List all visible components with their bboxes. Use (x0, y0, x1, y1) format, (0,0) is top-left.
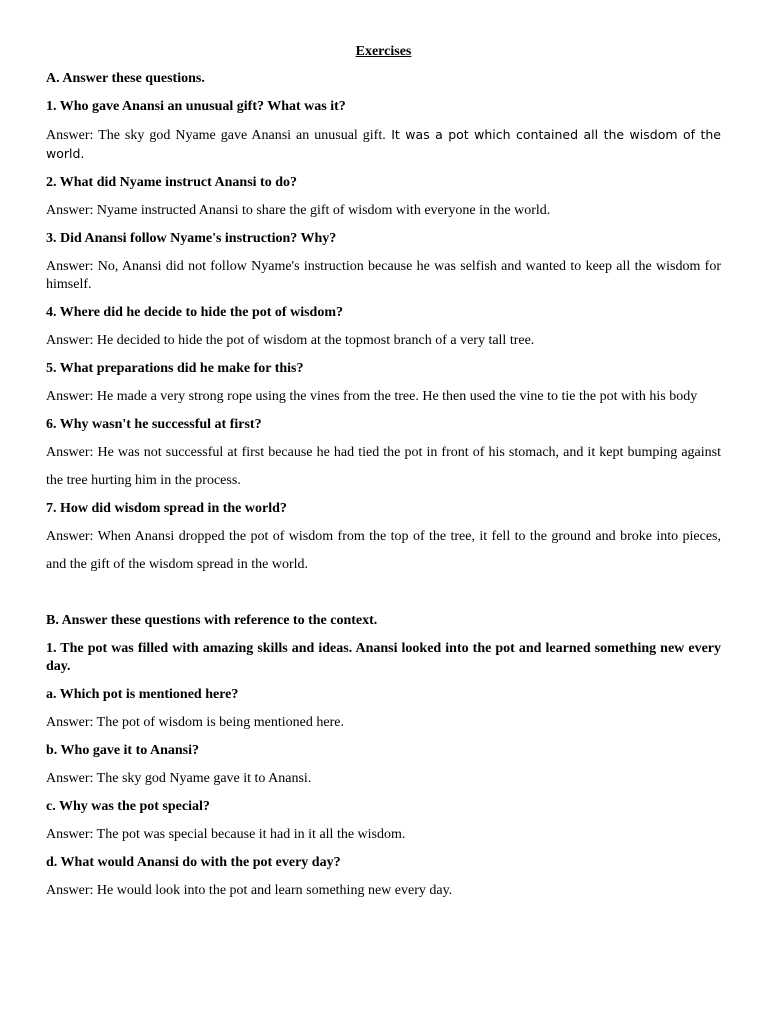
document-page (46, 42, 721, 910)
section-a (46, 70, 721, 579)
answer-a7: Answer: When Anansi dropped the pot of wisdom from the top of the tree, it fell to the ground and broke into pieces, and the gift of the wisdom spread in the world. (46, 529, 721, 572)
question-a5: 5. What preparations did he make for this? (46, 361, 304, 376)
answer-bd: Answer: He would look into the pot and learn something new every day. (46, 883, 453, 898)
page-title: Exercises (355, 44, 412, 59)
answer-a1-part1: Answer: The sky god Nyame gave Anansi an unusual gift. (46, 128, 386, 143)
section-a-heading: A. Answer these questions. (46, 71, 205, 86)
question-a7: 7. How did wisdom spread in the world? (46, 501, 287, 516)
question-a4: 4. Where did he decide to hide the pot of wisdom? (46, 305, 343, 320)
answer-a3: Answer: No, Anansi did not follow Nyame's instruction because he was selfish and wanted to keep all the wisdom for himself. (46, 259, 721, 292)
section-spacer (46, 584, 721, 612)
answer-bc: Answer: The pot was special because it had in it all the wisdom. (46, 827, 406, 842)
section-b (46, 612, 721, 900)
question-a1: 1. Who gave Anansi an unusual gift? What was it? (46, 99, 346, 114)
section-b-heading: B. Answer these questions with reference to the context. (46, 613, 378, 628)
answer-a2: Answer: Nyame instructed Anansi to share the gift of wisdom with everyone in the world. (46, 203, 551, 218)
question-a2: 2. What did Nyame instruct Anansi to do? (46, 175, 298, 190)
question-bc: c. Why was the pot special? (46, 799, 210, 814)
question-bd: d. What would Anansi do with the pot every day? (46, 855, 341, 870)
answer-a1-part2: It was a pot which contained all the wisdom of the world. (46, 127, 722, 161)
answer-bb: Answer: The sky god Nyame gave it to Anansi. (46, 771, 312, 786)
question-a6: 6. Why wasn't he successful at first? (46, 417, 262, 432)
question-ba: a. Which pot is mentioned here? (46, 687, 239, 702)
answer-ba: Answer: The pot of wisdom is being mentioned here. (46, 715, 344, 730)
question-bb: b. Who gave it to Anansi? (46, 743, 199, 758)
question-a3: 3. Did Anansi follow Nyame's instruction? Why? (46, 231, 337, 246)
answer-a5: Answer: He made a very strong rope using the vines from the tree. He then used the vine to tie the pot with his body (46, 389, 698, 404)
answer-a1 (46, 126, 721, 164)
answer-a6: Answer: He was not successful at first because he had tied the pot in front of his stomach, and it kept bumping against the tree hurting him in the process. (46, 445, 721, 488)
context-passage: 1. The pot was filled with amazing skills and ideas. Anansi looked into the pot and learned something new every day. (46, 641, 721, 674)
answer-a4: Answer: He decided to hide the pot of wisdom at the topmost branch of a very tall tree. (46, 333, 535, 348)
